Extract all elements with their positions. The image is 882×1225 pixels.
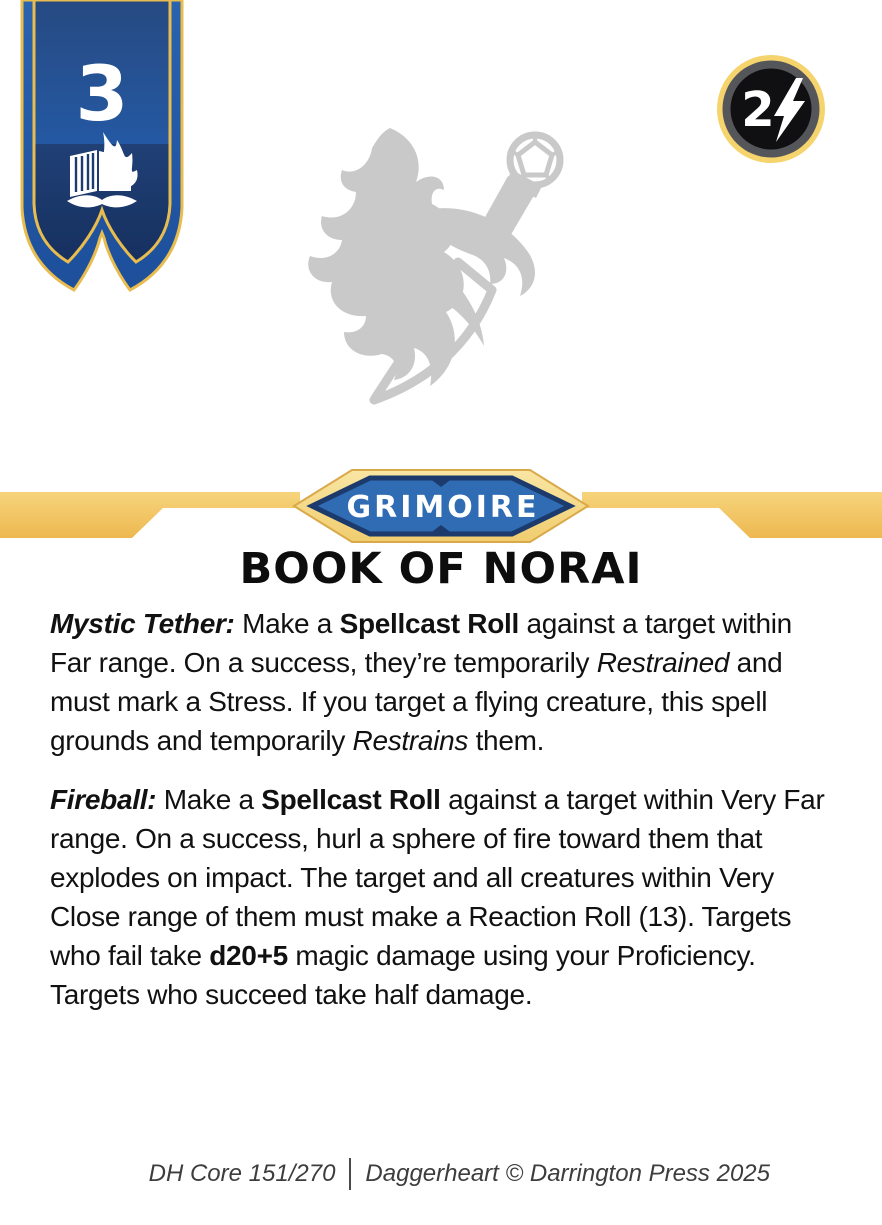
feature-text-segment: them. xyxy=(468,725,545,756)
footer-divider xyxy=(349,1158,351,1190)
feature-paragraph xyxy=(50,604,836,760)
d12-pommel xyxy=(510,135,560,185)
recall-cost-badge xyxy=(714,52,828,166)
type-band xyxy=(0,460,882,552)
type-label: GRIMOIRE xyxy=(346,490,540,525)
feature-text-segment: against a target within Far range. On a success, they’re temporarily xyxy=(50,608,792,678)
feature-paragraph xyxy=(50,780,836,1014)
level-number: 3 xyxy=(75,49,129,138)
footer xyxy=(149,1158,770,1190)
daggerheart-logo-watermark xyxy=(298,120,566,415)
band-right-wing xyxy=(582,492,882,538)
band-left-wing xyxy=(0,492,300,538)
feature-text-segment: Restrained xyxy=(596,647,730,678)
feature-text-segment: Make a xyxy=(242,608,340,639)
feature-text-segment: Restrains xyxy=(352,725,469,756)
feature-text-segment: against a target within Very Far range. On a success, hurl a sphere of fire toward them that explodes on impact. The target and all creatures within Very Close range of them must make a Reaction Roll (13). Targets who fail take xyxy=(50,784,825,971)
feature-text-segment: d20+5 xyxy=(209,940,288,971)
feature-text-segment: Spellcast Roll xyxy=(339,608,519,639)
feature-text-segment: Make a xyxy=(163,784,262,815)
recall-cost-value: 2 xyxy=(741,82,775,138)
level-banner xyxy=(18,0,186,296)
feature-text-segment: Mystic Tether: xyxy=(50,608,243,639)
feature-list xyxy=(50,604,836,1034)
card-number: DH Core 151/270 xyxy=(148,1160,336,1187)
feature-text-segment: and must mark a Stress. If you target a flying creature, this spell grounds and temporarily xyxy=(50,647,783,756)
copyright: Daggerheart © Darrington Press 2025 xyxy=(365,1160,770,1187)
card-title: BOOK OF NORAI xyxy=(239,544,643,594)
feature-text-segment: Fireball: xyxy=(50,784,164,815)
feature-text-segment: Spellcast Roll xyxy=(261,784,441,815)
feature-text-segment: magic damage using your Proficiency. Targets who succeed take half damage. xyxy=(50,940,756,1010)
